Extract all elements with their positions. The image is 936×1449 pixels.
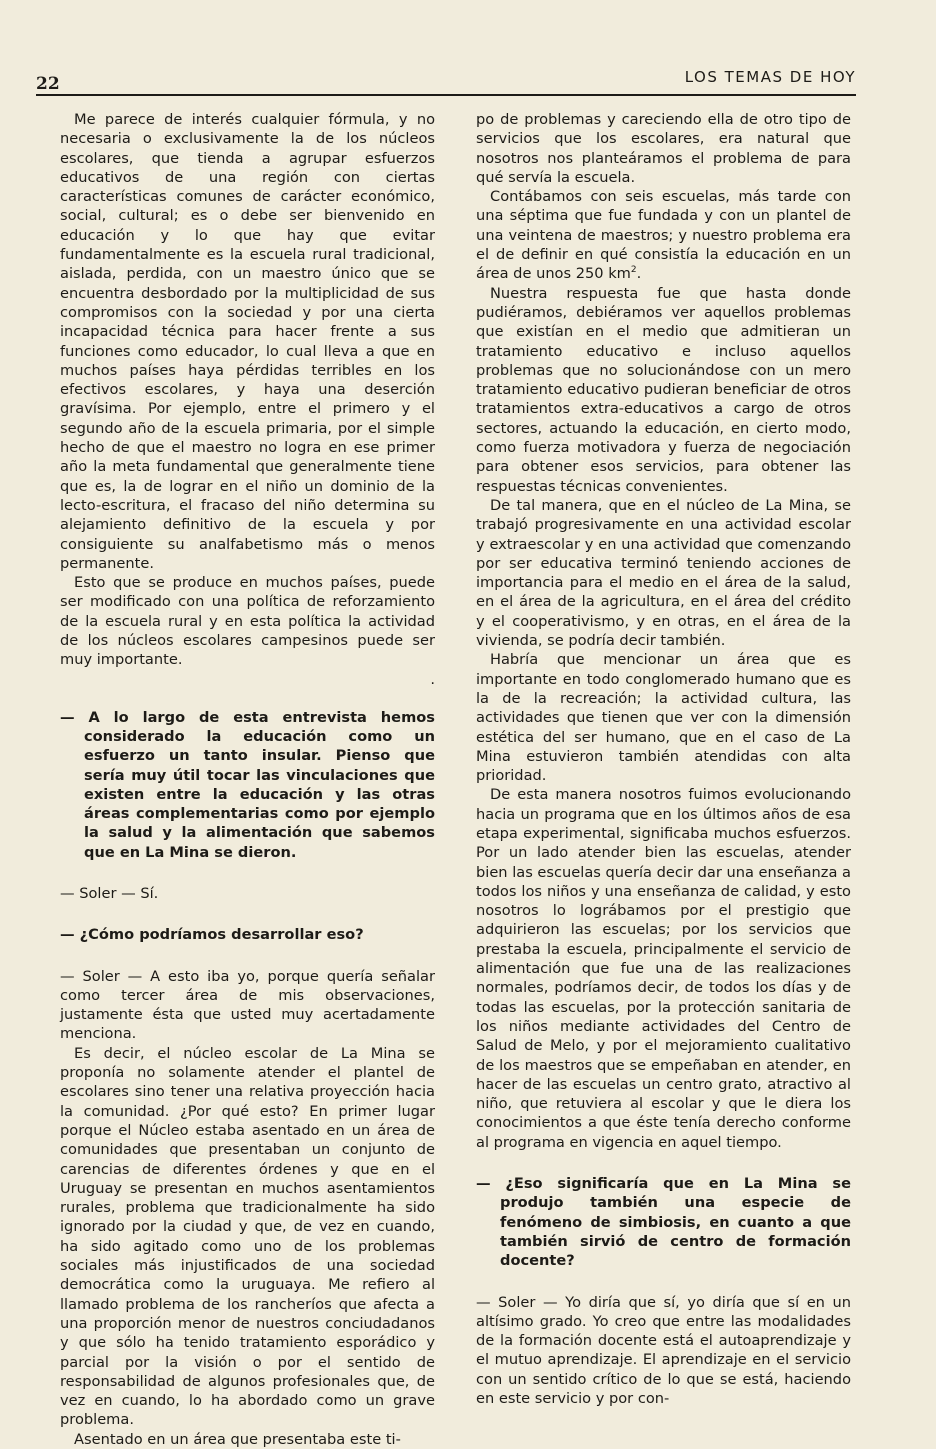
interview-answer: — Soler — Sí. [60, 884, 159, 902]
paragraph [476, 187, 851, 283]
paragraph: Esto que se produce en muchos países, puede ser modificado con una política de reforzamiento de la escuela rural y en esta política la actividad de los núcleos escolares campesinos puede ser muy importante. [60, 574, 435, 669]
running-head: LOS TEMAS DE HOY [684, 68, 856, 86]
paragraph: Habría que mencionar un área que es importante en todo conglomerado humano que es la de la recreación; la actividad cultura, las actividades que tienen que ver con la dimensión estética del ser humano, que en el caso de La Mina estuvieron también atendidas con alta prioridad. [476, 651, 851, 785]
right-column [476, 110, 851, 1408]
page-number: 22 [36, 74, 60, 94]
interview-answer: — Soler — Yo diría que sí, yo diría que sí en un altísimo grado. Yo creo que entre las modalidades de la formación docente está el autoaprendizaje y el mutuo aprendizaje. El aprendizaje en el servicio con un sentido crítico de lo que se está, haciendo en este servicio y por con- [476, 1293, 851, 1407]
paragraph: Es decir, el núcleo escolar de La Mina se proponía no solamente atender el plantel de escolares sino tener una relativa proyección hacia la comunidad. ¿Por qué esto? En primer lugar porque el Núcleo estaba asentado en un área de comunidades que presentaban un conjunto de carencias de diferentes órdenes y que en el Uruguay se presentan en muchos asentamientos rurales, problema que tradicionalmente ha sido ignorado por la ciudad y que, de vez en cuando, ha sido agitado como uno de los problemas sociales más injustificados de una sociedad democrática como la uruguaya. Me refiero al llamado problema de los rancheríos que afecta a una proporción menor de nuestros conciudadanos y que sólo ha tenido tratamiento esporádico y parcial por la visión o por el sentido de responsabilidad de algunos profesionales que, de vez en cuando, lo ha abordado como un grave problema. [60, 1044, 435, 1429]
separator-dot: . [430, 670, 435, 688]
interview-question: — A lo largo de esta entrevista hemos considerado la educación como un esfuerzo un tanto insular. Pienso que sería muy útil tocar las vinculaciones que existen entre la educación y las otras áreas complementarias como por ejemplo la salud y la alimentación que sabemos que en La Mina se dieron. [60, 708, 435, 861]
page-header [36, 64, 856, 96]
paragraph-text: Contábamos con seis escuelas, más tarde con una séptima que fue fundada y con un plantel de una veintena de maestros; y nuestro problema era el de definir en qué consistía la educación en un área de unos 250 km [476, 188, 851, 283]
interview-answer: — Soler — A esto iba yo, porque quería señalar como tercer área de mis observaciones, justamente ésta que usted muy acertadamente menciona. [60, 967, 435, 1043]
paragraph: De esta manera nosotros fuimos evolucionando hacia un programa que en los últimos años de esa etapa experimental, significaba muchos esfuerzos. Por un lado atender bien las escuelas, atender bien las escuelas quería decir dar una enseñanza a todos los niños y una enseñanza de calidad, y esto nosotros lo lográbamos por el prestigio que adquirieron las escuelas; por los servicios que prestaba la escuela, principalmente el servicio de alimentación que fue una de las realizaciones normales, podríamos decir, de todos los días y de todas las escuelas, por la protección sanitaria de los niños mediante actividades del Centro de Salud de Melo, y por el mejoramiento cualitativo de los maestros que se empeñaban en atender, en hacer de las escuelas un centro grato, atractivo al niño, que retuviera al escolar y que le diera los conocimientos a que éste tenía derecho conforme al programa en vigencia en aquel tiempo. [476, 786, 851, 1151]
paragraph: De tal manera, que en el núcleo de La Mina, se trabajó progresivamente en una actividad escolar y extraescolar y en una actividad que comenzando por ser educativa terminó teniendo acciones de importancia para el medio en el área de la salud, en el área de la agricultura, en el área del crédito y el cooperativismo, y en otras, en el área de la vivienda, se podría decir también. [476, 496, 851, 650]
interview-question: — ¿Cómo podríamos desarrollar eso? [60, 926, 364, 944]
interview-question: — ¿Eso significaría que en La Mina se produjo también una especie de fenómeno de simbiosis, en cuanto a que también sirvió de centro de formación docente? [476, 1175, 851, 1270]
paragraph: Me parece de interés cualquier fórmula, y no necesaria o exclusivamente la de los núcleos escolares, que tienda a agrupar esfuerzos educativos de una región con ciertas características comunes de carácter económico, social, cultural; es o debe ser bienvenido en educación y lo que hay que evitar fundamentalmente es la escuela rural tradicional, aislada, perdida, con un maestro único que se encuentra desbordado por la multiplicidad de sus compromisos con la sociedad y por una cierta incapacidad técnica para hacer frente a sus funciones como educador, lo cual lleva a que en muchos países haya pérdidas terribles en los efectivos escolares, y haya una deserción gravísima. Por ejemplo, entre el primero y el segundo año de la escuela primaria, por el simple hecho de que el maestro no logra en ese primer año la meta fundamental que generalmente tiene que es, la de lograr en el niño un dominio de la lecto-escritura, el fracaso del niño determina su alejamiento definitivo de la escuela y por consiguiente su analfabetismo más o menos permanente. [60, 111, 435, 572]
superscript: 2 [630, 265, 637, 276]
paragraph: po de problemas y careciendo ella de otro tipo de servicios que los escolares, era natural que nosotros nos planteáramos el problema de para qué servía la escuela. [476, 111, 851, 186]
paragraph: Asentado en un área que presentaba este ti- [74, 1430, 401, 1448]
left-column [60, 110, 435, 1449]
paragraph: Nuestra respuesta fue que hasta donde pudiéramos, debiéramos ver aquellos problemas que existían en el medio que admitieran un tratamiento educativo e incluso aquellos problemas que no solucionándose con un mero tratamiento educativo pudieran beneficiar de otros tratamientos extra-educativos a cargo de otros sectores, actuando la educación, en cierto modo, como fuerza motivadora y fuerza de negociación para obtener esos servicios, para obtener las respuestas técnicas convenientes. [476, 284, 851, 495]
paragraph-end: . [636, 265, 642, 283]
